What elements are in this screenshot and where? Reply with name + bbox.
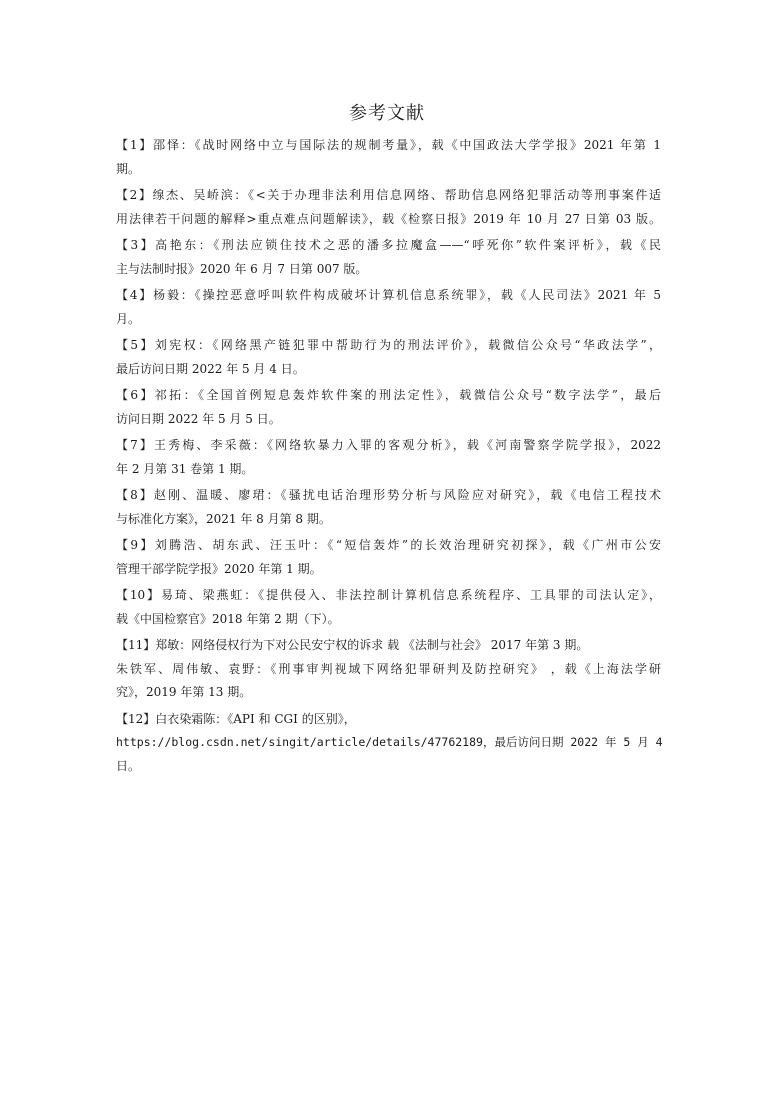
reference-line: 【12】白衣染霜陈：《API 和 CGI 的区别》， <box>116 711 356 726</box>
reference-line: 年 2 月第 31 卷第 1 期。 <box>116 461 254 476</box>
reference-line: 最后访问日期 2022 年 5 月 4 日。 <box>116 361 305 376</box>
reference-item-12 <box>116 708 661 779</box>
reference-item-2 <box>116 184 661 231</box>
reference-line: 【1】邵怿：《战时网络中立与国际法的规制考量》，载《中国政法大学学报》2021 年第 1 <box>116 138 661 152</box>
reference-line: 期。 <box>116 161 141 176</box>
reference-item-10 <box>116 584 661 631</box>
reference-item-1 <box>116 134 661 181</box>
reference-line: 【10】易琦、梁燕虹：《提供侵入、非法控制计算机信息系统程序、工具罪的司法认定》， <box>116 588 661 602</box>
reference-line: 管理干部学院学报》2020 年第 1 期。 <box>116 561 322 576</box>
reference-item-5 <box>116 334 661 381</box>
reference-line: 访问日期 2022 年 5 月 5 日。 <box>116 411 281 426</box>
reference-item-11 <box>116 634 661 705</box>
reference-line: 载《中国检察官》2018 年第 2 期（下）。 <box>116 611 340 626</box>
reference-line: 【9】刘腾浩、胡东武、汪玉叶：《“短信轰炸”的长效治理研究初探》，载《广州市公安 <box>116 538 661 552</box>
reference-line: 与标准化方案》，2021 年 8 月第 8 期。 <box>116 511 331 526</box>
reference-line: 究》，2019 年第 13 期。 <box>116 685 252 699</box>
reference-line: 【6】祁拓：《全国首例短息轰炸软件案的刑法定性》，载微信公众号“数字法学”，最后 <box>116 388 661 402</box>
reference-line: 月。 <box>116 311 141 326</box>
reference-line: 【5】刘宪权：《网络黑产链犯罪中帮助行为的刑法评价》，载微信公众号“华政法学”， <box>116 338 661 352</box>
reference-line: 【11】郑敏：网络侵权行为下对公民安宁权的诉求 载 《法制与社会》 2017 年第 3 期。 <box>116 638 589 652</box>
reference-line: 【3】高艳东：《刑法应锁住技术之恶的潘多拉魔盒——“呼死你”软件案评析》，载《民 <box>116 238 661 252</box>
reference-item-4 <box>116 284 661 331</box>
reference-line: 用法律若干问题的解释>重点难点问题解读》，载《检察日报》2019 年 10 月 27 日第 03 版。 <box>116 211 661 226</box>
reference-line: 【2】缐杰、吴峤滨：《<关于办理非法利用信息网络、帮助信息网络犯罪活动等刑事案件适 <box>116 188 661 202</box>
reference-url-line: https://blog.csdn.net/singit/article/details/47762189，最后访问日期 2022 年 5 月 4 <box>116 735 663 749</box>
reference-item-6 <box>116 384 661 431</box>
reference-item-3 <box>116 234 661 281</box>
reference-item-7 <box>116 434 661 481</box>
reference-line: 日。 <box>116 758 141 773</box>
reference-item-9 <box>116 534 661 581</box>
reference-line: 【4】杨毅：《操控恶意呼叫软件构成破坏计算机信息系统罪》，载《人民司法》2021 年 5 <box>116 288 661 302</box>
reference-line: 【7】王秀梅、李采薇：《网络软暴力入罪的客观分析》，载《河南警察学院学报》，2022 <box>116 438 661 452</box>
reference-list <box>116 134 661 781</box>
reference-line: 朱铁军、周伟敏、袁野：《刑事审判视域下网络犯罪研判及防控研究》 ，载《上海法学研 <box>116 661 661 676</box>
reference-line: 主与法制时报》2020 年 6 月 7 日第 007 版。 <box>116 261 368 276</box>
page-title: 参考文献 <box>349 103 425 124</box>
reference-line: 【8】赵刚、温暖、廖珺：《骚扰电话治理形势分析与风险应对研究》，载《电信工程技术 <box>116 488 661 502</box>
reference-item-8 <box>116 484 661 531</box>
